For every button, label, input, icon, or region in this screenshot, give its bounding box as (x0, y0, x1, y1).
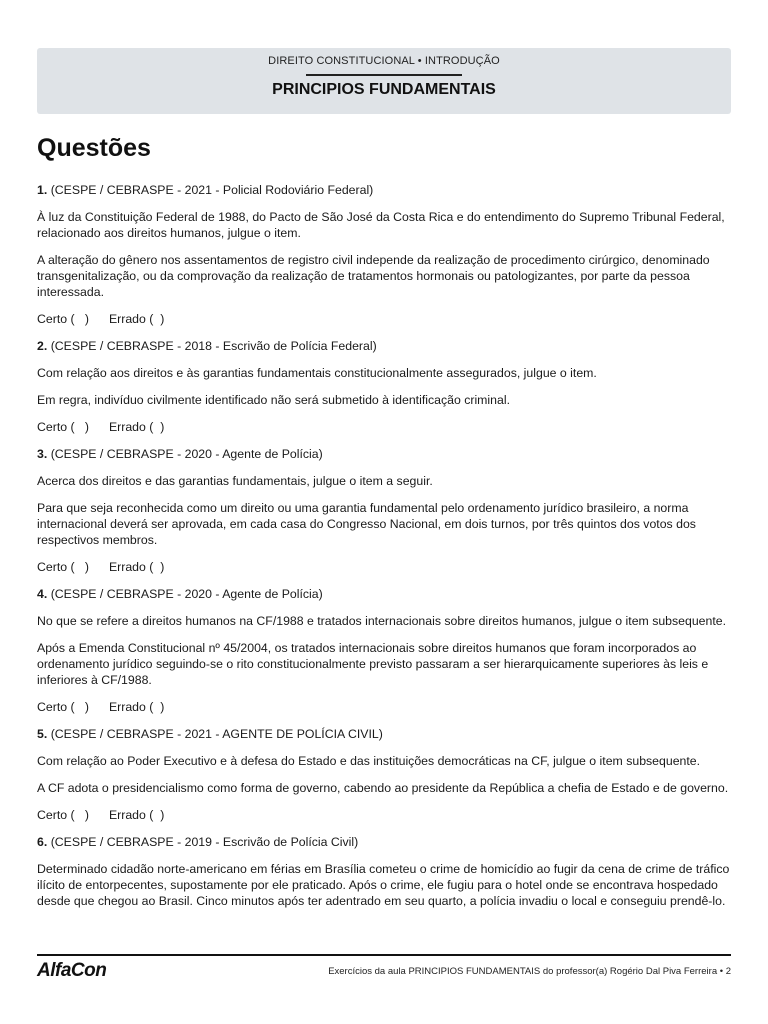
alfacon-logo: AlfaCon (37, 960, 107, 981)
question-source: (CESPE / CEBRASPE - 2020 - Agente de Polícia) (50, 447, 323, 461)
option-certo[interactable]: Certo ( ) (37, 312, 89, 326)
question-context: À luz da Constituição Federal de 1988, do Pacto de São José da Costa Rica e do entendimento do Supremo Tribunal Federal, relacionado aos direitos humanos, julgue o item. (37, 210, 725, 240)
question-5 (37, 726, 733, 823)
answer-options (37, 419, 733, 435)
option-errado[interactable]: Errado ( ) (108, 560, 165, 574)
question-context: Acerca dos direitos e das garantias fundamentais, julgue o item a seguir. (37, 474, 433, 488)
option-certo[interactable]: Certo ( ) (37, 808, 89, 822)
question-header (37, 726, 733, 742)
question-context: Com relação ao Poder Executivo e à defesa do Estado e das instituições democráticas na CF, julgue o item subsequente. (37, 754, 701, 768)
answer-options (37, 699, 733, 715)
question-statement: Após a Emenda Constitucional nº 45/2004, os tratados internacionais sobre direitos humanos que foram incorporados ao ordenamento jurídico seguindo-se o rito constitucionalmente previsto passaram a ser hierarquicamente superiores às leis e inferiores à CF/1988. (37, 641, 709, 687)
question-context: Com relação aos direitos e às garantias fundamentais constitucionalmente assegurados, julgue o item. (37, 366, 597, 380)
answer-options (37, 807, 733, 823)
question-number: 6. (37, 835, 48, 849)
question-2 (37, 338, 733, 435)
question-header (37, 338, 733, 354)
question-number: 4. (37, 587, 48, 601)
questions-list (37, 182, 733, 920)
question-1 (37, 182, 733, 327)
question-statement: Em regra, indivíduo civilmente identificado não será submetido à identificação criminal. (37, 393, 510, 407)
question-source: (CESPE / CEBRASPE - 2018 - Escrivão de Polícia Federal) (50, 339, 377, 353)
question-3 (37, 446, 733, 575)
option-certo[interactable]: Certo ( ) (37, 560, 89, 574)
question-4 (37, 586, 733, 715)
header-subject: DIREITO CONSTITUCIONAL • INTRODUÇÃO (268, 55, 500, 67)
option-errado[interactable]: Errado ( ) (108, 700, 165, 714)
question-header (37, 586, 733, 602)
question-number: 3. (37, 447, 48, 461)
question-statement: A alteração do gênero nos assentamentos de registro civil independe da realização de procedimento cirúrgico, denominado transgenitalização, ou da comprovação da realização de tratamentos hormonais ou patologizantes, por parte da pessoa interessada. (37, 253, 710, 299)
answer-options (37, 559, 733, 575)
footer-divider (37, 954, 731, 956)
question-6 (37, 834, 733, 909)
question-source: (CESPE / CEBRASPE - 2021 - Policial Rodoviário Federal) (50, 183, 374, 197)
question-header (37, 446, 733, 462)
footer-text: Exercícios da aula PRINCIPIOS FUNDAMENTAIS do professor(a) Rogério Dal Piva Ferreira • 2 (328, 966, 731, 977)
header-title: PRINCIPIOS FUNDAMENTAIS (272, 81, 496, 98)
option-errado[interactable]: Errado ( ) (108, 808, 165, 822)
question-source: (CESPE / CEBRASPE - 2021 - AGENTE DE POLÍCIA CIVIL) (50, 727, 383, 741)
question-source: (CESPE / CEBRASPE - 2020 - Agente de Polícia) (50, 587, 323, 601)
question-number: 2. (37, 339, 48, 353)
page-title: Questões (37, 134, 151, 162)
question-number: 5. (37, 727, 48, 741)
question-source: (CESPE / CEBRASPE - 2019 - Escrivão de Polícia Civil) (50, 835, 359, 849)
question-statement: A CF adota o presidencialismo como forma de governo, cabendo ao presidente da República a chefia de Estado e de governo. (37, 781, 729, 795)
question-context: Determinado cidadão norte-americano em férias em Brasília cometeu o crime de homicídio ao fugir da cena de crime de tráfico ilícito de entorpecentes, supostamente por ele praticado. Após o crime, ele fugiu para o hotel onde se encontrava hospedado desde que chegou ao Brasil. Cinco minutos após ter adentrado em seu quarto, a polícia invadiu o local e conseguiu prendê-lo. (37, 862, 730, 908)
question-context: No que se refere a direitos humanos na CF/1988 e tratados internacionais sobre direitos humanos, julgue o item subsequente. (37, 614, 727, 628)
question-number: 1. (37, 183, 48, 197)
option-certo[interactable]: Certo ( ) (37, 700, 89, 714)
question-header (37, 834, 733, 850)
option-errado[interactable]: Errado ( ) (108, 420, 165, 434)
answer-options (37, 311, 733, 327)
header-divider (306, 74, 462, 76)
option-errado[interactable]: Errado ( ) (108, 312, 165, 326)
option-certo[interactable]: Certo ( ) (37, 420, 89, 434)
page-header (37, 48, 731, 114)
question-statement: Para que seja reconhecida como um direito ou uma garantia fundamental pelo ordenamento jurídico brasileiro, a norma internacional deverá ser aprovada, em cada casa do Congresso Nacional, em dois turnos, por três quintos dos votos dos respectivos membros. (37, 501, 696, 547)
question-header (37, 182, 733, 198)
